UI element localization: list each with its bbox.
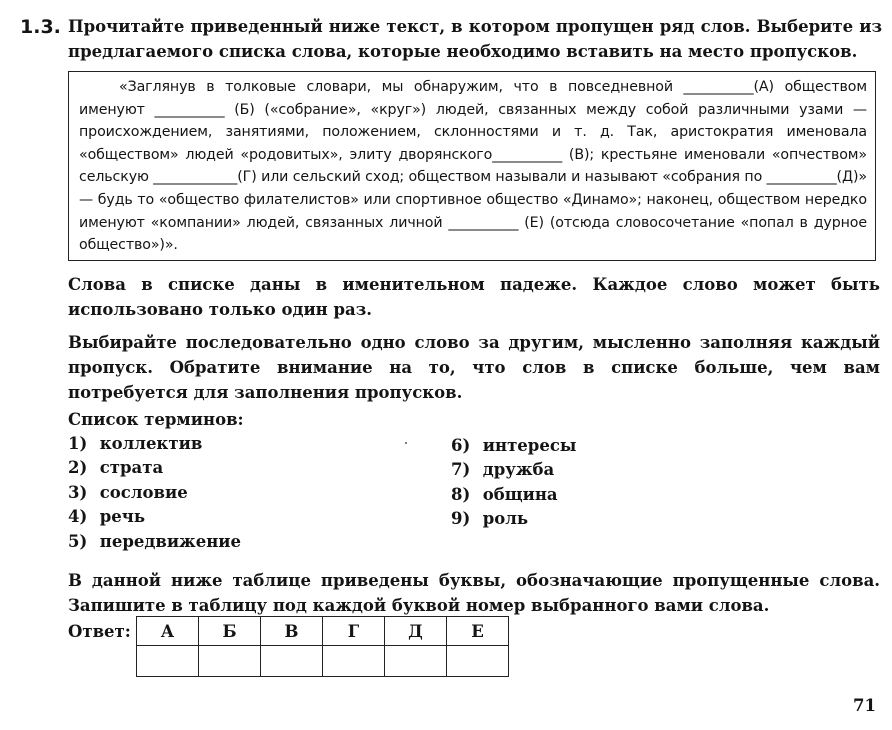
print-speck (405, 442, 407, 444)
terms-list-title: Список терминов: (68, 410, 244, 429)
answer-letter: Е (447, 617, 509, 646)
answer-label: Ответ: (68, 622, 131, 641)
answer-letter: Г (323, 617, 385, 646)
answer-cell[interactable] (385, 646, 447, 677)
task-instruction: Прочитайте приведенный ниже текст, в котором пропущен ряд слов. Выберите из предлагаемого списка слова, которые необходимо вставить на место пропусков. (68, 17, 882, 61)
list-item: 7) дружба (451, 460, 555, 479)
quote-box (68, 71, 876, 261)
answer-letter: Д (385, 617, 447, 646)
table-instruction: В данной ниже таблице приведены буквы, обозначающие пропущенные слова. Запишите в таблицу под каждой буквой номер выбранного вами слова. (68, 571, 880, 615)
list-item: 8) община (451, 485, 558, 504)
rules-paragraph: Слова в списке даны в именительном падеже. Каждое слово может быть использовано только один раз. (68, 275, 880, 319)
list-item: 5) передвижение (68, 532, 242, 551)
list-item: 4) речь (68, 507, 146, 526)
answer-cell[interactable] (199, 646, 261, 677)
page-number: 71 (853, 696, 876, 715)
list-item: 2) страта (68, 458, 164, 477)
answer-letters-row (137, 617, 509, 646)
list-item: 3) сословие (68, 483, 188, 502)
answer-cell[interactable] (447, 646, 509, 677)
quote-text: «Заглянув в толковые словари, мы обнаружим, что в повседневной __________(А) обществом именуют __________ (Б) («собрание», «круг») людей, связанных между собой различными узами — происхождением, занятиями, положением, склонностями и т. д. Так, аристократия именовала «обществом» людей «родовитых», элиту дворянского__________ (В); крестьяне именовали «опчеством» сельскую ____________(Г) или сельский сход; обществом называли и называют «собрания по __________(Д)» — будь то «общество филателистов» или спортивное общество «Динамо»; наконец, обществом нередко именуют «компании» людей, связанных личной __________ (Е) (отсюда словосочетание «попал в дурное общество»)». (79, 79, 867, 254)
list-item: 9) роль (451, 509, 529, 528)
list-item: 1) коллектив (68, 434, 203, 453)
answer-letter: А (137, 617, 199, 646)
answer-letter: В (261, 617, 323, 646)
task-number: 1.3. (20, 16, 61, 38)
answer-table (136, 616, 509, 677)
list-item: 6) интересы (451, 436, 577, 455)
answer-values-row (137, 646, 509, 677)
hint-paragraph: Выбирайте последовательно одно слово за другим, мысленно заполняя каждый пропуск. Обратите внимание на то, что слов в списке больше, чем вам потребуется для заполнения пропусков. (68, 333, 880, 402)
answer-cell[interactable] (261, 646, 323, 677)
answer-cell[interactable] (137, 646, 199, 677)
answer-cell[interactable] (323, 646, 385, 677)
answer-letter: Б (199, 617, 261, 646)
